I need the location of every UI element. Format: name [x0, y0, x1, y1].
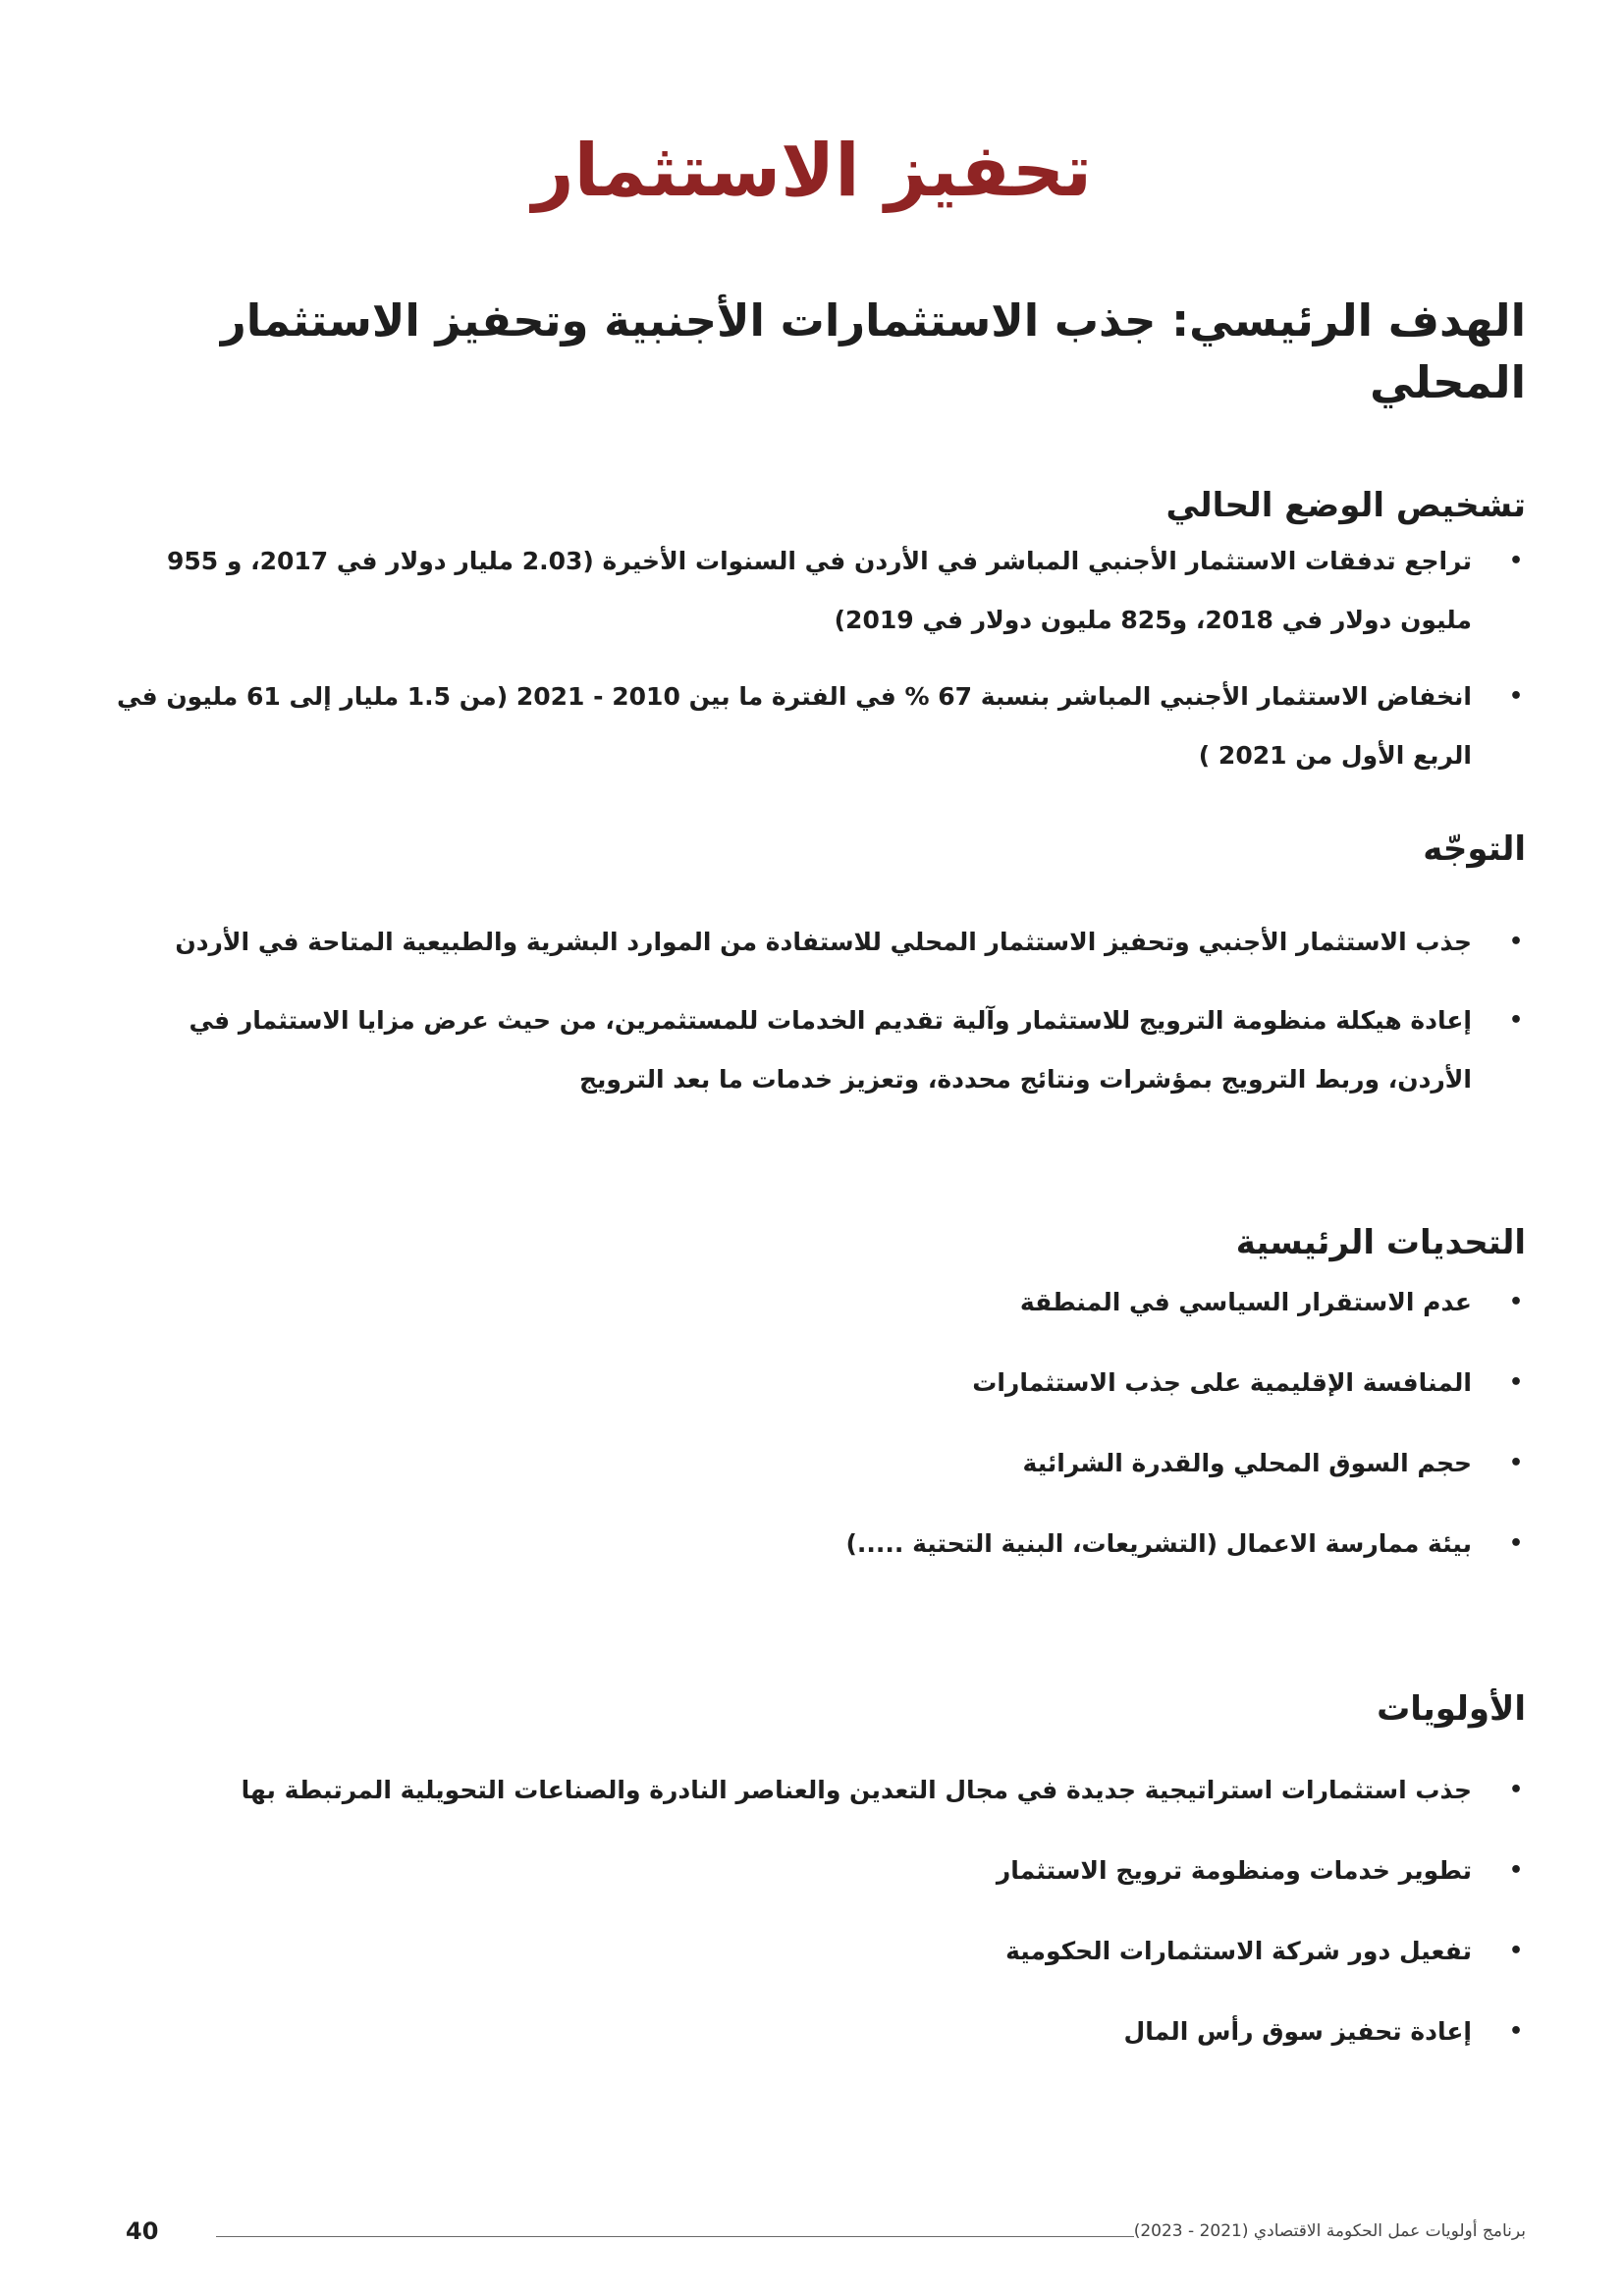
section-heading-challenges: التحديات الرئيسية	[1235, 1223, 1526, 1262]
list-item-text: جذب الاستثمار الأجنبي وتحفيز الاستثمار المحلي للاستفادة من الموارد البشرية والطبيعية المتاحة في الأردن	[175, 927, 1472, 956]
bullet-icon: •	[1508, 1777, 1524, 1802]
list-item	[98, 1273, 1526, 1332]
list-item	[98, 2002, 1526, 2061]
diagnosis-list	[98, 532, 1526, 785]
section-heading-direction: التوجّه	[1423, 829, 1526, 869]
section-direction	[98, 827, 1526, 1109]
footer-divider	[216, 2236, 1134, 2237]
bullet-icon: •	[1508, 1857, 1524, 1883]
section-challenges	[98, 1220, 1526, 1574]
page-footer	[0, 2214, 1624, 2253]
list-item	[98, 1434, 1526, 1493]
main-goal-heading: الهدف الرئيسي: جذب الاستثمارات الأجنبية وتحفيز الاستثمار المحلي	[220, 294, 1526, 408]
list-item-text: عدم الاستقرار السياسي في المنطقة	[1019, 1287, 1472, 1316]
bullet-icon: •	[1508, 1450, 1524, 1475]
bullet-icon: •	[1508, 548, 1524, 573]
list-item-text: إعادة هيكلة منظومة الترويج للاستثمار وآلية تقديم الخدمات للمستثمرين، من حيث عرض مزايا الاستثمار في الأردن، وربط الترويج بمؤشرات ونتائج محددة، وتعزيز خدمات ما بعد الترويج	[189, 1005, 1472, 1094]
section-diagnosis	[98, 483, 1526, 785]
priorities-list	[98, 1761, 1526, 2061]
list-item	[98, 991, 1526, 1109]
bullet-icon: •	[1508, 1007, 1524, 1033]
section-priorities	[98, 1686, 1526, 2061]
footer-title: برنامج أولويات عمل الحكومة الاقتصادي (2021 - 2023)	[1133, 2221, 1526, 2241]
list-item	[98, 1922, 1526, 1981]
direction-list	[98, 913, 1526, 1109]
list-item	[98, 1761, 1526, 1820]
list-item-text: المنافسة الإقليمية على جذب الاستثمارات	[972, 1367, 1472, 1397]
list-item	[98, 532, 1526, 650]
bullet-icon: •	[1508, 929, 1524, 954]
list-item	[98, 1842, 1526, 1900]
challenges-list	[98, 1273, 1526, 1574]
list-item	[98, 913, 1526, 972]
bullet-icon: •	[1508, 683, 1524, 709]
list-item-text: تفعيل دور شركة الاستثمارات الحكومية	[1005, 1936, 1472, 1965]
page-title: تحفيز الاستثمار	[531, 129, 1093, 213]
bullet-icon: •	[1508, 1938, 1524, 1963]
list-item-text: تراجع تدفقات الاستثمار الأجنبي المباشر في الأردن في السنوات الأخيرة (2.03 مليار دولار في 2017، و 955 مليون دولار في 2018، و825 مليون دولار في 2019)	[166, 546, 1472, 634]
list-item-text: جذب استثمارات استراتيجية جديدة في مجال التعدين والعناصر النادرة والصناعات التحويلية المرتبطة بها	[241, 1775, 1472, 1804]
list-item-text: انخفاض الاستثمار الأجنبي المباشر بنسبة 67 % في الفترة ما بين 2010 - 2021 (من 1.5 مليار إلى 61 مليون في الربع الأول من 2021 )	[116, 681, 1472, 770]
bullet-icon: •	[1508, 1369, 1524, 1395]
bullet-icon: •	[1508, 1530, 1524, 1556]
list-item-text: تطوير خدمات ومنظومة ترويج الاستثمار	[996, 1855, 1472, 1885]
list-item	[98, 1354, 1526, 1413]
bullet-icon: •	[1508, 2018, 1524, 2044]
list-item-text: حجم السوق المحلي والقدرة الشرائية	[1022, 1448, 1472, 1477]
list-item-text: بيئة ممارسة الاعمال (التشريعات، البنية التحتية .....)	[845, 1528, 1472, 1558]
list-item-text: إعادة تحفيز سوق رأس المال	[1123, 2016, 1472, 2046]
list-item	[98, 1515, 1526, 1574]
section-heading-diagnosis: تشخيص الوضع الحالي	[1165, 486, 1526, 525]
section-heading-priorities: الأولويات	[1377, 1689, 1526, 1729]
list-item	[98, 667, 1526, 785]
page-number: 40	[126, 2217, 159, 2245]
bullet-icon: •	[1508, 1289, 1524, 1314]
